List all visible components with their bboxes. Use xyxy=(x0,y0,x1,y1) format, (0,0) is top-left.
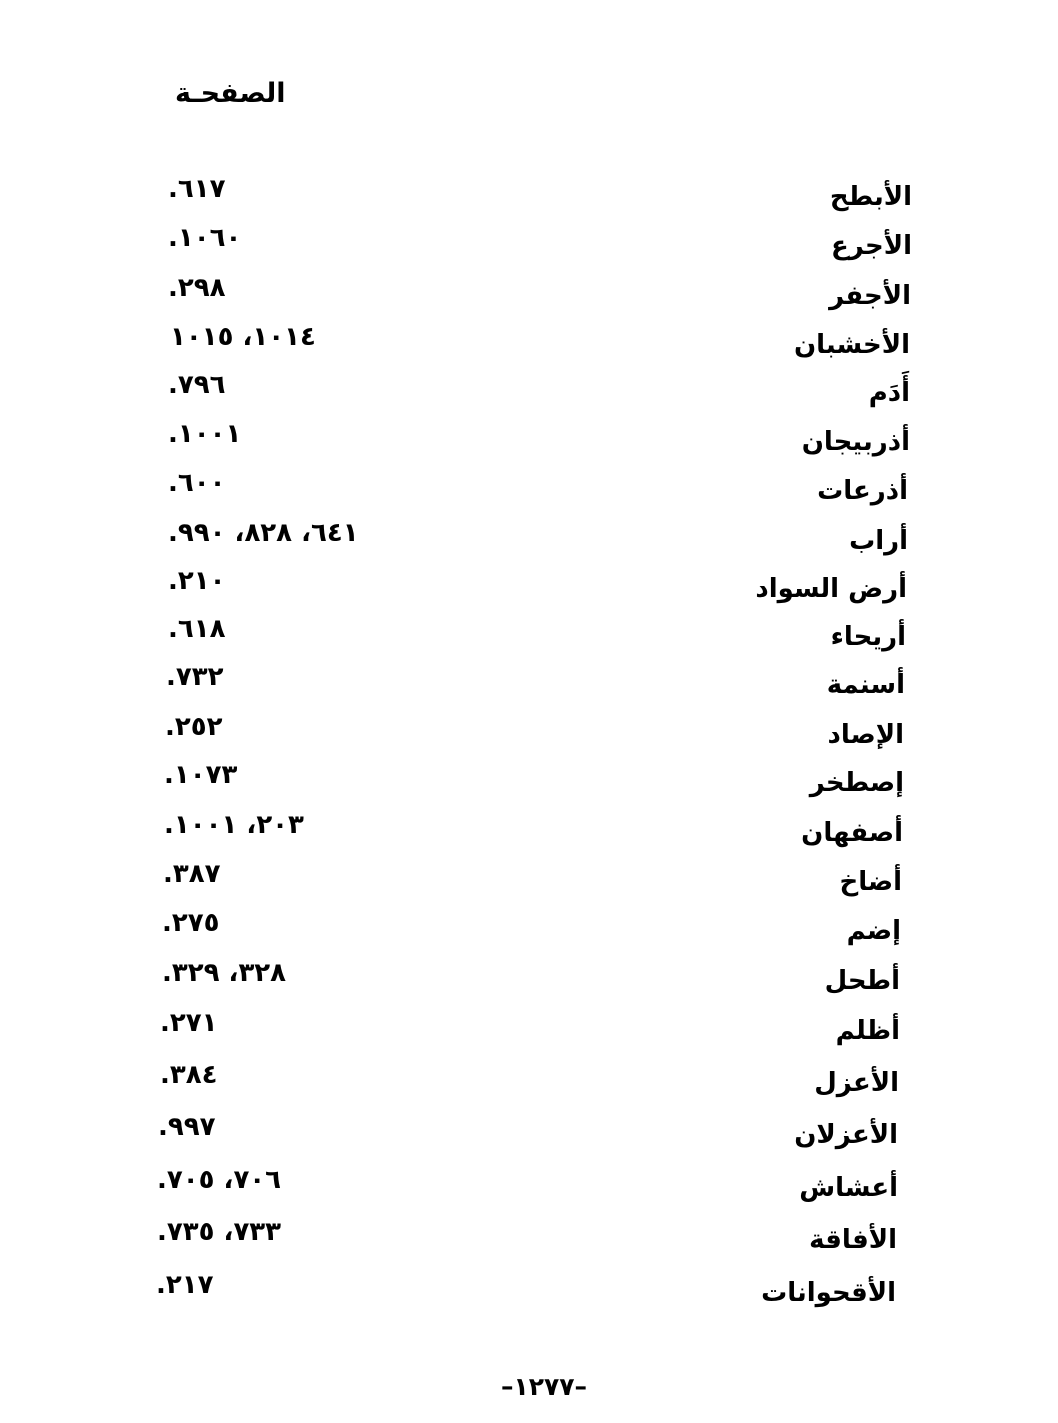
place-name: الأخشبان xyxy=(793,330,910,360)
place-name: الأعزل xyxy=(814,1068,899,1098)
page-number: –١٢٧٧– xyxy=(500,1372,588,1401)
list-item xyxy=(0,958,1058,1006)
page-references: ٣٢٨، ٣٢٩. xyxy=(162,958,287,988)
place-name: إصطخر xyxy=(809,768,904,798)
place-name: أعشاش xyxy=(799,1173,898,1203)
place-name: أضاخ xyxy=(839,867,902,897)
page-references: ٦٠٠. xyxy=(168,468,226,498)
page-references: ١٠٠١. xyxy=(168,419,242,449)
place-name: أصفهان xyxy=(801,818,903,848)
page-references: ٢٠٣، ١٠٠١. xyxy=(164,810,304,840)
list-item xyxy=(0,859,1058,907)
page-references: ١٠٧٣. xyxy=(164,760,238,790)
page-references: ٦١٧. xyxy=(168,174,226,204)
place-name: الأجرع xyxy=(831,231,912,261)
page-references: ٣٨٤. xyxy=(160,1060,218,1090)
list-item xyxy=(0,908,1058,956)
list-item xyxy=(0,1008,1058,1056)
page-references: ٢٩٨. xyxy=(168,273,226,303)
list-item xyxy=(0,760,1058,808)
page-references: ١٠٦٠. xyxy=(168,223,242,253)
list-item xyxy=(0,566,1058,614)
list-item xyxy=(0,662,1058,710)
page-references: ٧٠٦، ٧٠٥. xyxy=(157,1165,282,1195)
list-item xyxy=(0,518,1058,566)
list-item xyxy=(0,1165,1058,1213)
page-references: ٦١٨. xyxy=(168,614,226,644)
page-references: ٦٤١، ٨٢٨، ٩٩٠. xyxy=(168,518,359,548)
place-name: أرض السواد xyxy=(755,574,907,604)
page-references: ٩٩٧. xyxy=(158,1112,216,1142)
list-item xyxy=(0,1112,1058,1160)
place-name: الأجفر xyxy=(829,281,911,311)
page-references: ٢١٠. xyxy=(168,566,226,596)
page-references: ٧٣٢. xyxy=(166,662,224,692)
place-name: إضم xyxy=(846,916,901,946)
page-references: ١٠١٤، ١٠١٥ xyxy=(170,322,316,352)
place-name: أطحل xyxy=(824,966,900,996)
page-references: ٢٧١. xyxy=(160,1008,218,1038)
list-item xyxy=(0,322,1058,370)
place-name: أسنمة xyxy=(826,670,905,700)
page-references: ٢٥٢. xyxy=(165,712,223,742)
list-item xyxy=(0,810,1058,858)
place-name: الأفاقة xyxy=(809,1225,897,1255)
list-item xyxy=(0,468,1058,516)
list-item xyxy=(0,712,1058,760)
list-item xyxy=(0,1217,1058,1265)
page-references: ٢١٧. xyxy=(156,1270,214,1300)
place-name: الأقحوانات xyxy=(761,1278,896,1308)
list-item xyxy=(0,1270,1058,1318)
list-item xyxy=(0,370,1058,418)
place-name: أَدَم xyxy=(868,378,910,408)
place-name: أظلم xyxy=(835,1016,900,1046)
place-name: الأبطح xyxy=(829,182,912,212)
list-item xyxy=(0,419,1058,467)
page-references: ٧٣٣، ٧٣٥. xyxy=(157,1217,282,1247)
place-name: أريحاء xyxy=(830,622,906,652)
list-item xyxy=(0,273,1058,321)
page-references: ٧٩٦. xyxy=(168,370,226,400)
place-name: أذربيجان xyxy=(801,427,910,457)
place-name: أراب xyxy=(849,526,908,556)
list-item xyxy=(0,1060,1058,1108)
list-item xyxy=(0,223,1058,271)
page-references: ٢٧٥. xyxy=(162,908,220,938)
list-item xyxy=(0,174,1058,222)
place-name: الأعزلان xyxy=(794,1120,898,1150)
page-references: ٣٨٧. xyxy=(163,859,221,889)
list-item xyxy=(0,614,1058,662)
page-column-header: الصفحـة xyxy=(175,78,286,109)
place-name: أذرعات xyxy=(817,476,908,506)
place-name: الإصاد xyxy=(827,720,904,750)
